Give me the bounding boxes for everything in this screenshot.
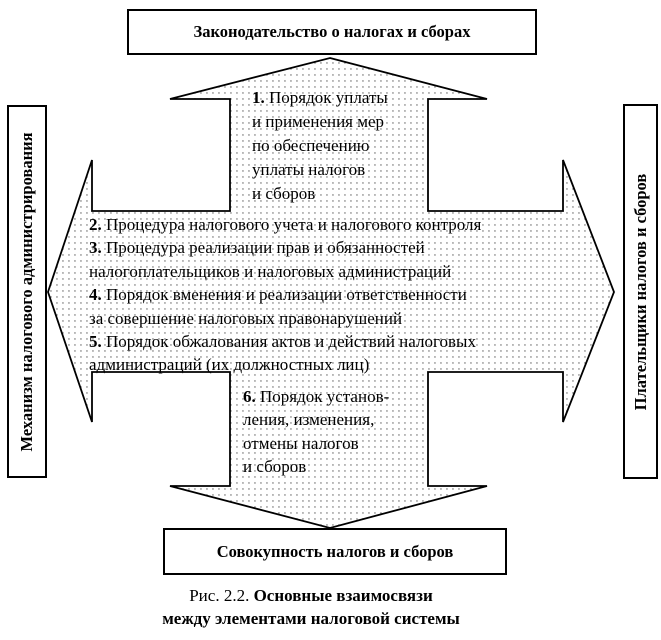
text-line: ления, изменения,	[243, 410, 375, 430]
caption-title: Основные взаимосвязи	[253, 586, 433, 605]
item-number: 3.	[89, 238, 102, 258]
caption-line-2: между элементами налоговой системы	[162, 609, 460, 628]
box-taxpayers	[623, 104, 658, 479]
arrow-item-5: 5. Порядок обжалования актов и действий налоговых	[89, 332, 476, 352]
text-line: отмены налогов	[243, 433, 359, 453]
arrow-item-6	[243, 385, 389, 479]
text-line: за совершение налоговых правонарушений	[89, 308, 403, 328]
text-line: по обеспечению	[252, 136, 370, 155]
box-taxpayers-label: Плательщики налогов и сборов	[630, 173, 650, 410]
item-number: 4.	[89, 285, 102, 305]
item-number: 6.	[243, 387, 256, 406]
figure-ref: Рис. 2.2.	[189, 586, 250, 605]
text-line: и сборов	[243, 457, 307, 477]
text-line: уплаты налогов	[252, 160, 366, 179]
text-line: 1. Порядок уплаты	[252, 88, 388, 107]
item-number: 5.	[89, 332, 102, 352]
box-tax-aggregate-label: Совокупность налогов и сборов	[216, 541, 454, 561]
caption-line-1	[0, 584, 622, 607]
arrow-item-2: 2. Процедура налогового учета и налогового контроля	[89, 215, 482, 234]
box-admin-mechanism-label: Механизм налогового администрирования	[17, 131, 36, 452]
text-line: и сборов	[252, 184, 316, 203]
item-number: 2.	[89, 215, 102, 234]
figure-caption	[0, 584, 622, 630]
box-admin-mechanism	[7, 105, 47, 478]
text-line: 6. Порядок установ-	[243, 387, 390, 406]
box-tax-legislation	[127, 9, 537, 55]
box-tax-aggregate	[163, 528, 507, 575]
arrow-item-4: 4. Порядок вменения и реализации ответственности	[89, 285, 467, 305]
arrow-item-1	[252, 86, 388, 206]
text-line: администраций (их должностных лиц)	[89, 355, 370, 375]
arrow-items-2-5	[89, 213, 481, 377]
text-line: и применения мер	[252, 112, 385, 131]
text-line: налогоплательщиков и налоговых администраций	[89, 261, 452, 281]
arrow-item-3: 3. Процедура реализации прав и обязанностей	[89, 238, 425, 258]
item-number: 1.	[252, 88, 265, 107]
box-tax-legislation-label: Законодательство о налогах и сборах	[193, 22, 471, 41]
